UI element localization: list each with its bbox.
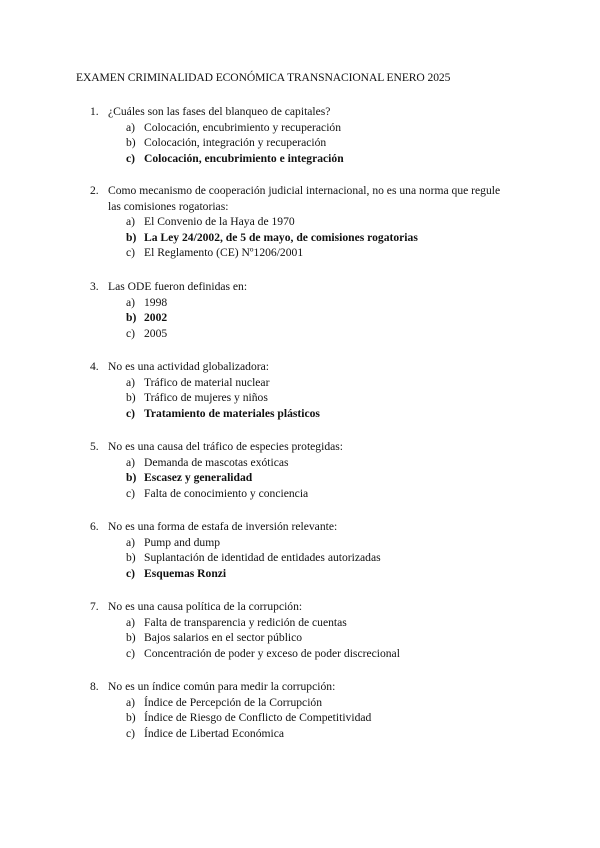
option-text: Suplantación de identidad de entidades autorizadas <box>144 551 381 564</box>
option-c-correct <box>90 566 510 582</box>
question-text: No es una causa del tráfico de especies protegidas: <box>108 440 343 453</box>
question-text: ¿Cuáles son las fases del blanqueo de capitales? <box>108 105 331 118</box>
option-text: Tratamiento de materiales plásticos <box>144 406 320 420</box>
option-letter: b) <box>126 711 136 724</box>
question-number: 4. <box>90 360 99 373</box>
option-letter: a) <box>126 375 136 389</box>
option-letter: c) <box>126 566 136 580</box>
option-letter: a) <box>126 120 136 134</box>
option-c-correct <box>90 406 510 422</box>
option-b <box>90 630 510 646</box>
option-text: Índice de Libertad Económica <box>144 726 285 740</box>
option-a <box>90 695 510 711</box>
option-letter: b) <box>126 136 136 149</box>
option-text: Índice de Riesgo de Conflicto de Competitividad <box>144 711 372 724</box>
option-a <box>90 214 510 230</box>
option-c <box>90 245 510 261</box>
option-text: Demanda de mascotas exóticas <box>144 455 289 469</box>
option-text: Falta de transparencia y redición de cuentas <box>144 615 347 629</box>
option-text: Colocación, encubrimiento e integración <box>144 151 344 165</box>
question-8 <box>90 679 510 741</box>
option-text: Escasez y generalidad <box>144 471 253 484</box>
option-text: 2002 <box>144 311 168 324</box>
option-b <box>90 135 510 151</box>
option-a <box>90 455 510 471</box>
option-letter: c) <box>126 326 136 340</box>
question-number: 2. <box>90 184 99 197</box>
question-text: No es una actividad globalizadora: <box>108 360 269 373</box>
option-c-correct <box>90 151 510 167</box>
option-letter: b) <box>126 230 137 244</box>
option-text: Bajos salarios en el sector público <box>144 631 303 644</box>
option-b-correct <box>90 310 510 326</box>
question-stem <box>90 183 510 214</box>
option-text: Colocación, integración y recuperación <box>144 136 327 149</box>
question-text: No es una causa política de la corrupción: <box>108 600 303 613</box>
question-number: 6. <box>90 520 99 533</box>
option-a <box>90 615 510 631</box>
option-b <box>90 390 510 406</box>
option-text: 2005 <box>144 326 168 340</box>
question-2 <box>90 183 510 261</box>
option-letter: a) <box>126 535 136 549</box>
option-letter: a) <box>126 695 136 709</box>
question-1 <box>90 104 510 166</box>
question-stem <box>90 519 510 535</box>
option-letter: c) <box>126 246 136 259</box>
option-letter: a) <box>126 455 136 469</box>
option-text: 1998 <box>144 295 168 309</box>
question-text: Como mecanismo de cooperación judicial internacional, no es una norma que regule las comisiones rogatorias: <box>108 184 501 213</box>
option-text: Tráfico de material nuclear <box>144 375 270 389</box>
option-b <box>90 710 510 726</box>
option-letter: c) <box>126 151 136 165</box>
option-a <box>90 375 510 391</box>
option-letter: b) <box>126 551 136 564</box>
option-a <box>90 295 510 311</box>
question-number: 1. <box>90 105 99 118</box>
question-stem <box>90 359 510 375</box>
option-letter: b) <box>126 391 136 404</box>
question-3 <box>90 279 510 341</box>
option-letter: b) <box>126 311 137 324</box>
option-c <box>90 726 510 742</box>
option-text: El Convenio de la Haya de 1970 <box>144 215 295 228</box>
question-number: 7. <box>90 600 99 613</box>
option-a <box>90 535 510 551</box>
question-text: Las ODE fueron definidas en: <box>108 280 248 293</box>
option-letter: c) <box>126 726 136 740</box>
option-text: Esquemas Ronzi <box>144 566 227 580</box>
option-letter: c) <box>126 646 136 660</box>
question-stem <box>90 104 510 120</box>
option-text: El Reglamento (CE) Nº1206/2001 <box>144 246 304 259</box>
page-title: EXAMEN CRIMINALIDAD ECONÓMICA TRANSNACIONAL ENERO 2025 <box>76 71 451 84</box>
question-number: 3. <box>90 280 99 293</box>
question-6 <box>90 519 510 581</box>
question-stem <box>90 679 510 695</box>
option-text: Falta de conocimiento y conciencia <box>144 486 309 500</box>
question-4 <box>90 359 510 421</box>
question-number: 8. <box>90 680 99 693</box>
option-letter: a) <box>126 295 136 309</box>
question-stem <box>90 599 510 615</box>
option-b <box>90 550 510 566</box>
question-text: No es una forma de estafa de inversión relevante: <box>108 520 338 533</box>
question-stem <box>90 439 510 455</box>
option-b-correct <box>90 470 510 486</box>
question-5 <box>90 439 510 501</box>
option-text: Índice de Percepción de la Corrupción <box>144 695 323 709</box>
question-text: No es un índice común para medir la corrupción: <box>108 680 336 693</box>
option-letter: b) <box>126 471 137 484</box>
option-letter: c) <box>126 406 136 420</box>
option-c <box>90 486 510 502</box>
question-stem <box>90 279 510 295</box>
question-number: 5. <box>90 440 99 453</box>
option-letter: c) <box>126 486 136 500</box>
option-c <box>90 326 510 342</box>
option-c <box>90 646 510 662</box>
option-text: La Ley 24/2002, de 5 de mayo, de comisiones rogatorias <box>144 230 418 244</box>
option-letter: a) <box>126 215 136 228</box>
option-a <box>90 120 510 136</box>
option-text: Colocación, encubrimiento y recuperación <box>144 120 342 134</box>
option-letter: a) <box>126 615 136 629</box>
option-text: Concentración de poder y exceso de poder discrecional <box>144 646 400 660</box>
option-text: Pump and dump <box>144 535 221 549</box>
option-text: Tráfico de mujeres y niños <box>144 391 268 404</box>
option-b-correct <box>90 230 510 246</box>
option-letter: b) <box>126 631 136 644</box>
question-7 <box>90 599 510 661</box>
